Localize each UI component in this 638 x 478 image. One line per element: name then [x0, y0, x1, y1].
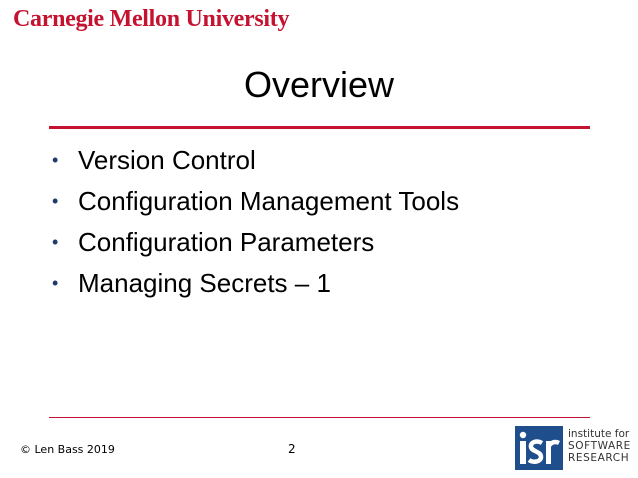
isr-caption-line: RESEARCH — [568, 452, 630, 464]
slide-title: Overview — [243, 64, 395, 105]
isr-caption-line: SOFTWARE — [568, 440, 631, 452]
page-number: 2 — [288, 442, 296, 456]
bullet-list — [52, 140, 459, 304]
cmu-logo: Carnegie Mellon University — [13, 6, 290, 32]
bullet-icon: • — [52, 191, 59, 211]
bullet-item — [52, 222, 459, 263]
bullet-icon: • — [52, 273, 59, 293]
bullet-icon: • — [52, 150, 59, 170]
isr-logo — [515, 426, 633, 474]
bullet-item — [52, 263, 459, 304]
bullet-item — [52, 181, 459, 222]
isr-caption — [568, 428, 634, 464]
title-divider — [49, 126, 590, 129]
isr-caption-line: institute for — [568, 428, 630, 440]
bullet-item — [52, 140, 459, 181]
isr-logo-icon — [515, 426, 563, 470]
bullet-text: Configuration Management Tools — [78, 186, 460, 216]
bullet-text: Version Control — [78, 145, 256, 175]
bullet-text: Managing Secrets – 1 — [78, 268, 331, 298]
bullet-text: Configuration Parameters — [78, 227, 375, 257]
bullet-icon: • — [52, 232, 59, 252]
footer-divider — [49, 417, 590, 418]
copyright-text: © Len Bass 2019 — [20, 443, 115, 456]
